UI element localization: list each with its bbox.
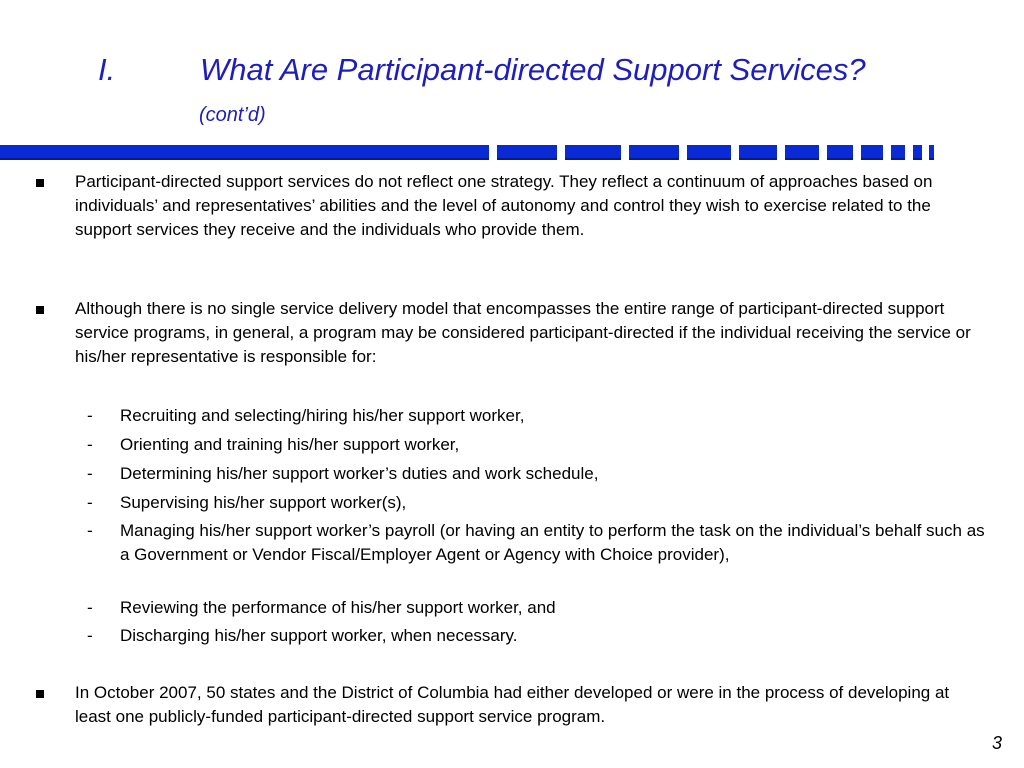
page-number: 3 [991, 733, 1002, 753]
sub-list-item [87, 596, 990, 620]
divider-segment [565, 145, 621, 160]
square-bullet-icon [36, 179, 44, 187]
sub-list-item [87, 404, 990, 428]
dash-marker: - [87, 626, 93, 645]
sub-list-item [87, 624, 990, 648]
dash-marker: - [87, 598, 93, 617]
bullet-item [75, 170, 985, 242]
divider-segment [861, 145, 883, 160]
dash-marker: - [87, 521, 93, 540]
sub-list-item [87, 433, 990, 457]
square-bullet-icon [36, 690, 44, 698]
sub-item-text: Orienting and training his/her support worker, [120, 435, 460, 454]
divider-segment [687, 145, 731, 160]
title-subtitle: (cont’d) [199, 104, 266, 126]
sub-list-item [87, 491, 990, 515]
divider-segment [891, 145, 905, 160]
divider-segment [739, 145, 777, 160]
sub-item-text: Reviewing the performance of his/her support worker, and [120, 598, 556, 617]
dash-marker: - [87, 464, 93, 483]
square-bullet-icon [36, 306, 44, 314]
divider-segment [785, 145, 819, 160]
dash-marker: - [87, 435, 93, 454]
bullet-text: Although there is no single service delivery model that encompasses the entire range of participant-directed support service programs, in general, a program may be considered participant-directed if the individual receiving the service or his/her representative is responsible for: [75, 299, 971, 366]
decorative-divider [0, 145, 1024, 160]
sub-list-item [87, 462, 990, 486]
divider-segment [629, 145, 679, 160]
title-number: I. [98, 52, 116, 87]
dash-marker: - [87, 406, 93, 425]
divider-segment [929, 145, 934, 160]
bullet-text: In October 2007, 50 states and the District of Columbia had either developed or were in the process of developing at least one publicly-funded participant-directed support service program. [75, 683, 950, 726]
divider-segment [0, 145, 489, 160]
bullet-text: Participant-directed support services do not reflect one strategy. They reflect a continuum of approaches based on individuals’ and representatives’ abilities and the level of autonomy and control they wish to exercise related to the support services they receive and the individuals who provide them. [75, 172, 933, 239]
sub-item-text: Recruiting and selecting/hiring his/her support worker, [120, 406, 525, 425]
sub-item-text: Managing his/her support worker’s payroll (or having an entity to perform the task on the individual’s behalf such as a Government or Vendor Fiscal/Employer Agent or Agency with Choice provider), [120, 521, 985, 564]
divider-segment [913, 145, 922, 160]
sub-item-text: Discharging his/her support worker, when necessary. [120, 626, 518, 645]
bullet-item [75, 681, 985, 729]
sub-list-item [87, 519, 990, 567]
slide-title [0, 52, 1024, 96]
title-text: What Are Participant-directed Support Services? [200, 52, 866, 87]
dash-marker: - [87, 493, 93, 512]
sub-item-text: Supervising his/her support worker(s), [120, 493, 407, 512]
sub-item-text: Determining his/her support worker’s duties and work schedule, [120, 464, 599, 483]
divider-segment [497, 145, 557, 160]
divider-segment [827, 145, 853, 160]
bullet-item [75, 297, 985, 369]
